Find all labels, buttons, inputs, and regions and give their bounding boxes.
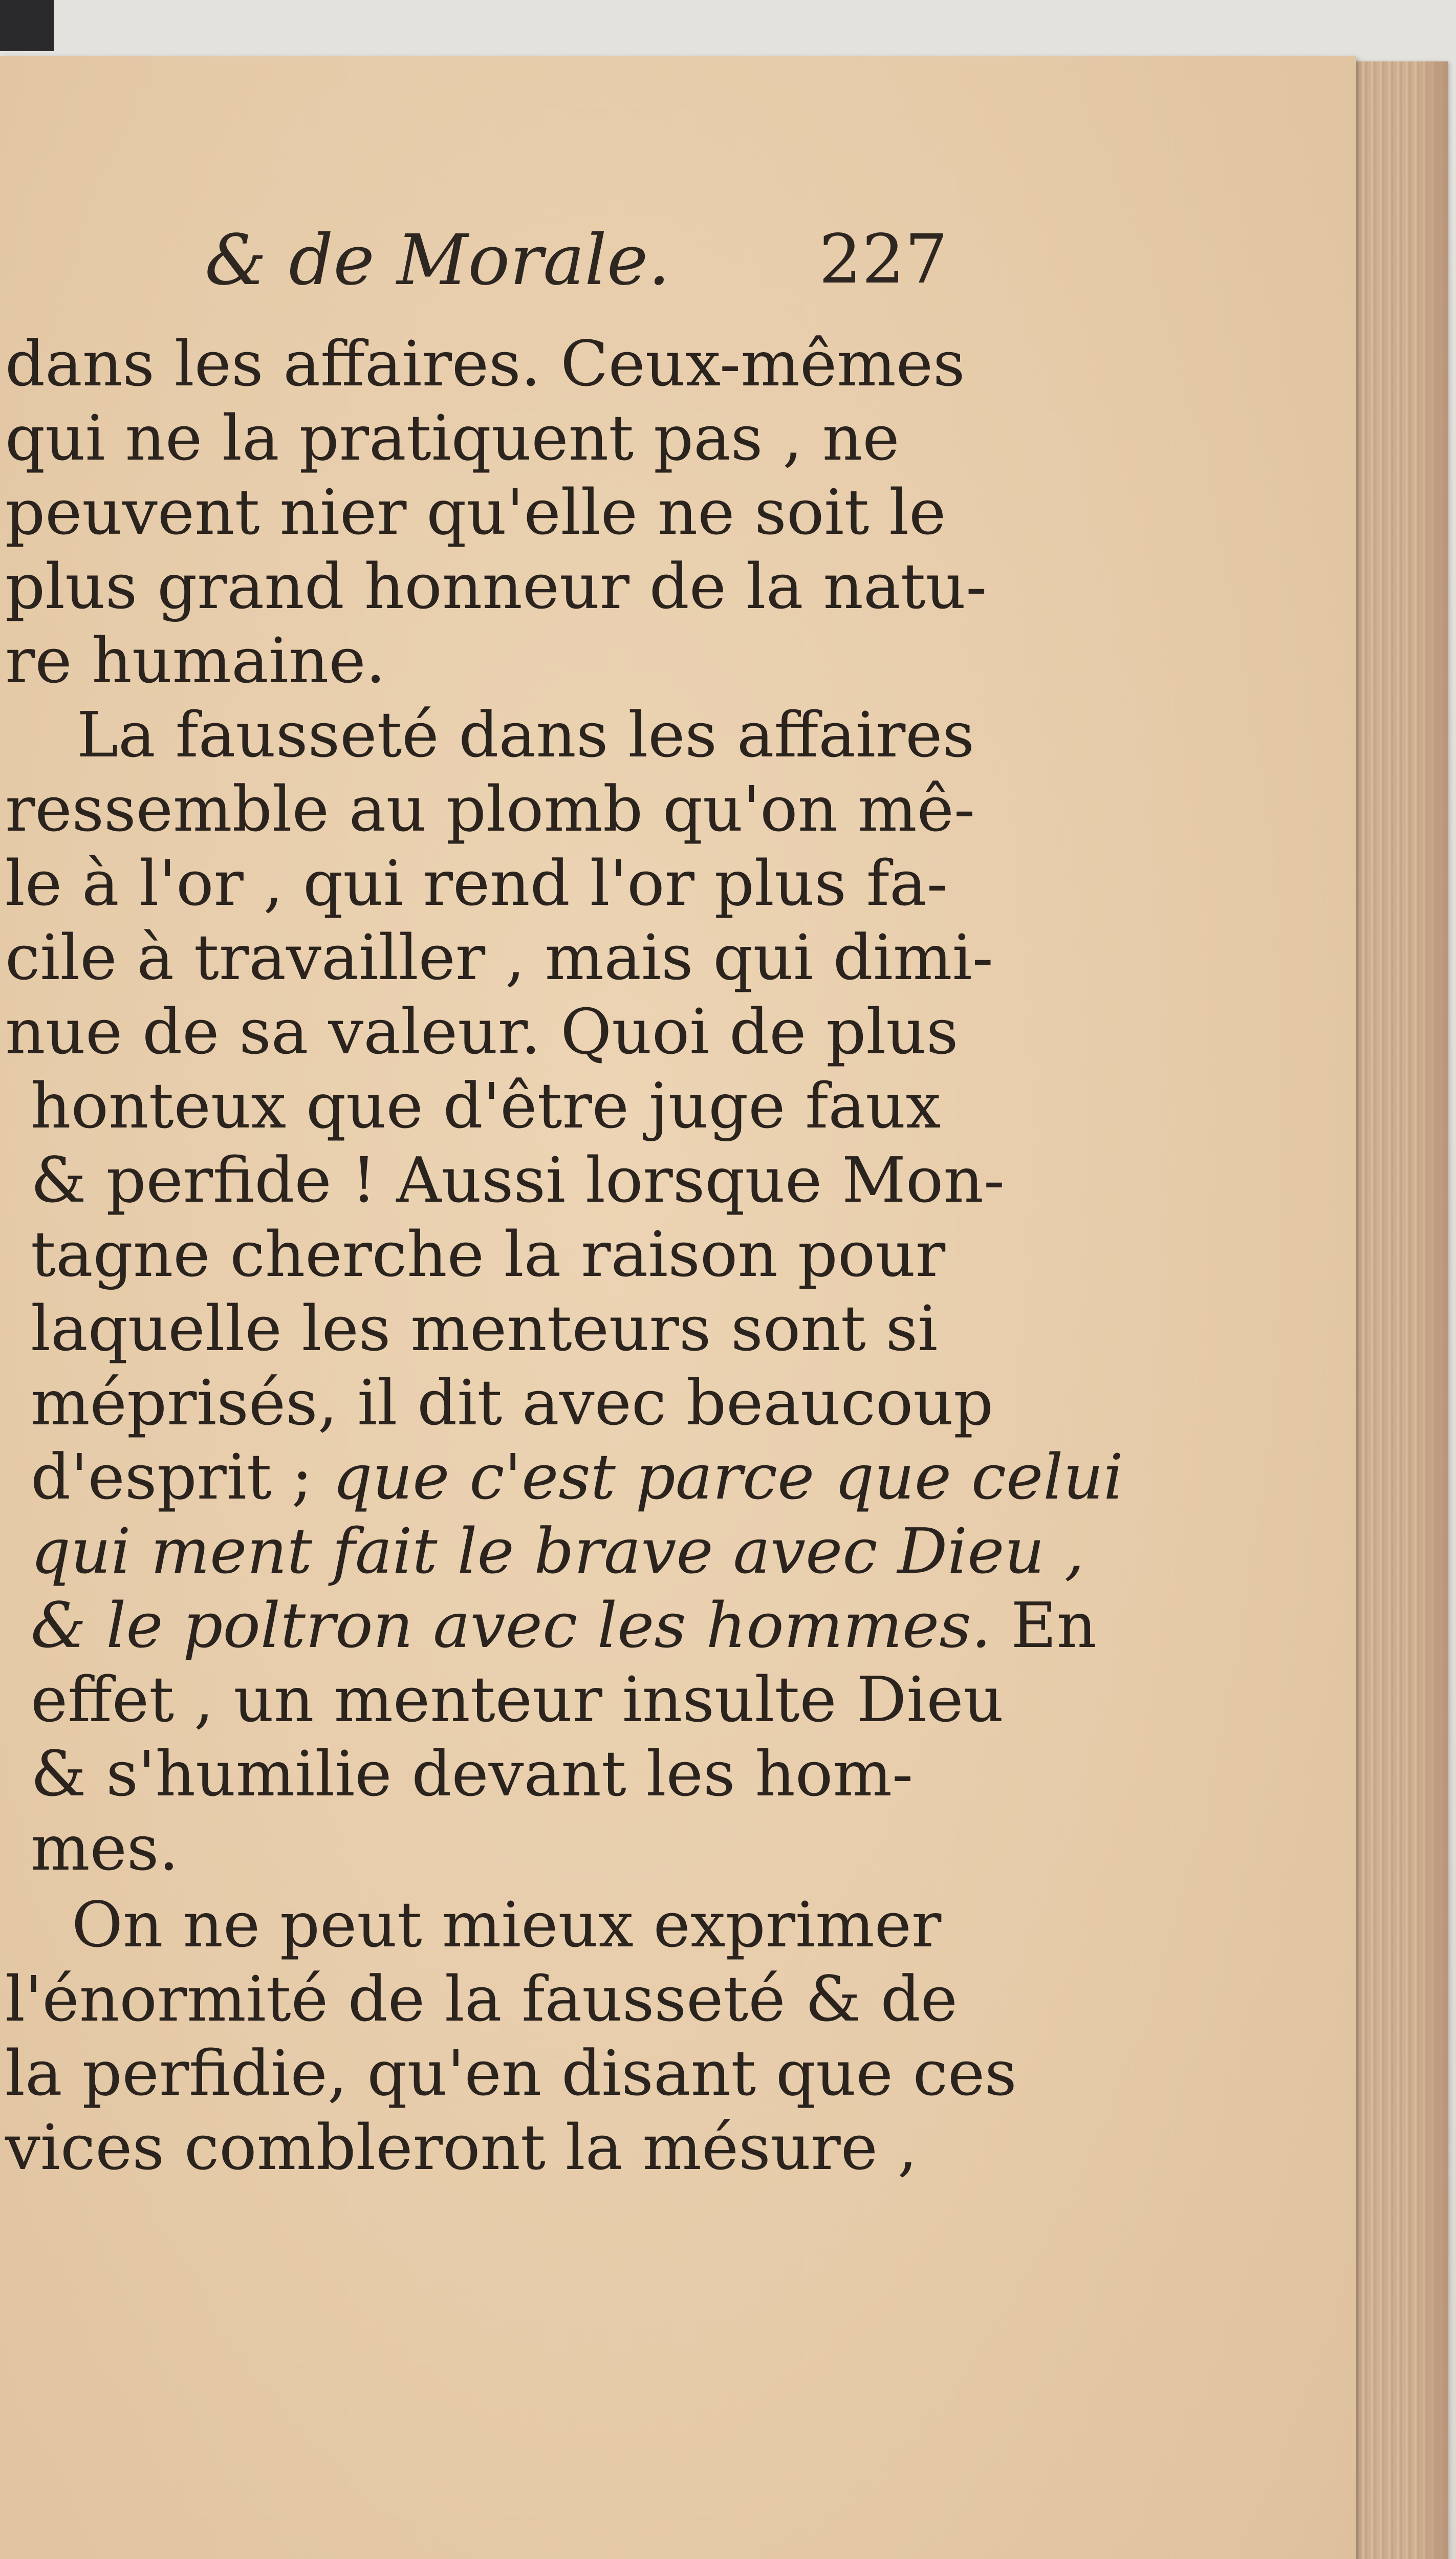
text-line (5, 847, 948, 920)
text-line (5, 624, 386, 697)
line-text: & perfide ! Aussi lorsque Mon- (31, 1144, 1005, 1217)
line-text: & s'humilie devant les hom- (31, 1738, 914, 1810)
text-line (31, 1070, 941, 1142)
text-line (5, 2111, 918, 2184)
line-text: d'esprit ; (31, 1441, 333, 1513)
text-line (31, 1292, 938, 1365)
line-text: plus grand honneur de la natu- (5, 550, 987, 623)
quotation-italic: & le poltron avec les hommes. (31, 1589, 991, 1662)
line-text: qui ne la pratiquent pas , ne (5, 402, 900, 474)
line-text: effet , un menteur insulte Dieu (31, 1663, 1004, 1736)
text-line (5, 402, 900, 474)
text-line (31, 1218, 946, 1291)
text-line (5, 550, 987, 623)
line-text: peuvent nier qu'elle ne soit le (5, 476, 946, 549)
line-text: ressemble au plomb qu'on mê- (5, 773, 975, 845)
running-title: & de Morale. (205, 220, 670, 301)
line-text: méprisés, il dit avec beaucoup (31, 1367, 994, 1439)
line-text: tagne cherche la raison pour (31, 1218, 946, 1291)
quotation-italic: qui ment fait le brave avec Dieu , (31, 1515, 1084, 1588)
line-text: En (991, 1589, 1097, 1662)
text-line (31, 1367, 994, 1439)
text-line (5, 921, 993, 994)
text-line (31, 1144, 1005, 1217)
text-line (5, 2037, 1017, 2110)
binding-strip-top (0, 0, 54, 51)
line-text: l'énormité de la fausseté & de (5, 1963, 958, 2035)
line-text: dans les affaires. Ceux-mêmes (5, 328, 965, 400)
quotation-italic: que c'est parce que celui (332, 1441, 1123, 1513)
line-text: la perfidie, qu'en disant que ces (5, 2037, 1017, 2110)
line-text: vices combleront la mésure , (5, 2111, 918, 2184)
line-text: honteux que d'être juge faux (31, 1070, 941, 1142)
text-line (31, 1515, 1084, 1588)
text-line (5, 328, 965, 400)
line-text: nue de sa valeur. Quoi de plus (5, 995, 959, 1068)
text-line (31, 1663, 1004, 1736)
text-line (31, 1441, 1123, 1513)
page-number: 227 (819, 220, 948, 299)
text-line (5, 1963, 958, 2035)
text-line (31, 1812, 179, 1884)
line-text: le à l'or , qui rend l'or plus fa- (5, 847, 948, 920)
text-line (5, 995, 959, 1068)
line-text: re humaine. (5, 624, 386, 697)
line-text: La fausseté dans les affaires (77, 699, 975, 771)
text-line (5, 773, 975, 845)
page-header (0, 210, 1024, 312)
line-text: laquelle les menteurs sont si (31, 1292, 938, 1365)
text-line (77, 699, 975, 771)
line-text: mes. (31, 1812, 179, 1884)
text-line (72, 1889, 942, 1961)
text-line (31, 1738, 914, 1810)
text-line (5, 476, 946, 549)
line-text: cile à travailler , mais qui dimi- (5, 921, 993, 994)
text-line (31, 1589, 1097, 1662)
line-text: On ne peut mieux exprimer (72, 1889, 942, 1961)
